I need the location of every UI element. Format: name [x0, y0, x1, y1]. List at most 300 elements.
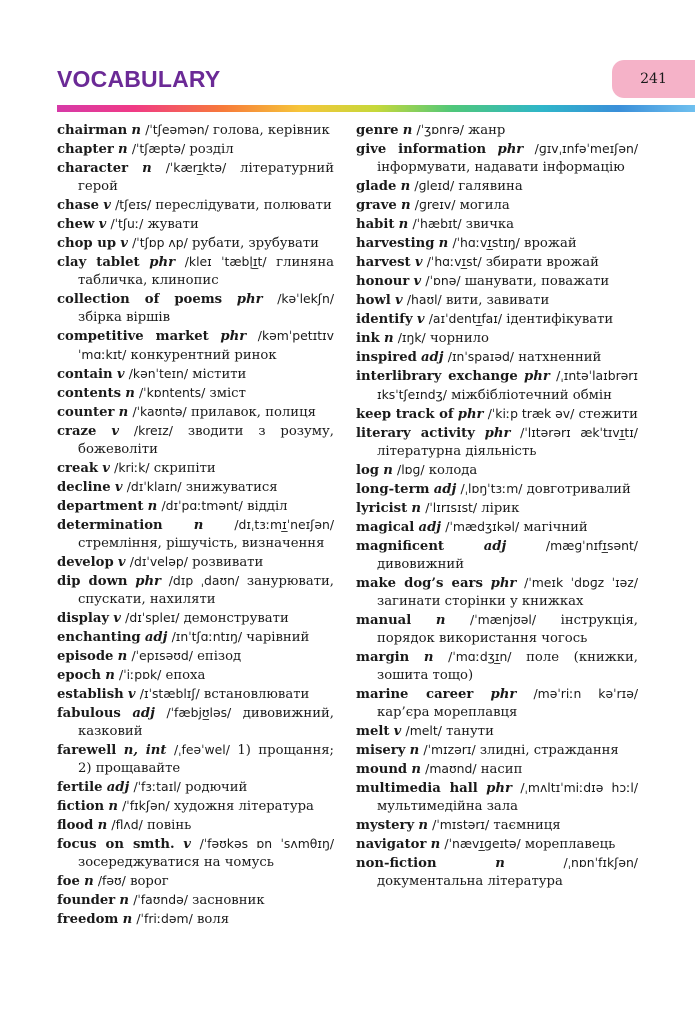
part-of-speech: n — [117, 649, 128, 664]
headword: collection of poems — [57, 292, 223, 307]
transcription: /aɪˈdentɪ̲faɪ/ — [428, 311, 503, 326]
translation: розділ — [189, 142, 234, 157]
vocab-entry — [57, 609, 334, 628]
headword: habit — [356, 217, 395, 232]
part-of-speech: phr — [486, 781, 512, 796]
headword: fertile — [57, 780, 103, 795]
part-of-speech: v — [120, 236, 128, 251]
headword: multimedia hall — [356, 781, 478, 796]
transcription: /ˈepɪsəʊd/ — [131, 648, 193, 663]
transcription: /dɪˈklaɪn/ — [126, 479, 182, 494]
translation: магічний — [523, 520, 588, 535]
page-title: VOCABULARY — [57, 66, 221, 92]
translation: занурювати, спускати, нахиляти — [78, 574, 334, 607]
vocab-entry — [57, 497, 334, 516]
vocab-entry — [356, 499, 638, 518]
vocab-entry — [57, 797, 334, 816]
headword: magical — [356, 520, 415, 535]
vocab-entry — [57, 290, 334, 327]
translation: рубати, зрубувати — [191, 236, 319, 251]
headword: misery — [356, 743, 406, 758]
part-of-speech: n — [193, 518, 204, 533]
headword: genre — [356, 123, 399, 138]
part-of-speech: n — [411, 501, 421, 516]
translation: збірка віршів — [78, 310, 171, 325]
part-of-speech: v — [117, 555, 126, 570]
transcription: /ˈtʃæptə/ — [131, 141, 186, 156]
headword: honour — [356, 274, 410, 289]
headword: chapter — [57, 142, 114, 157]
transcription: /ˈfaʊndə/ — [133, 892, 188, 907]
vocab-entry — [356, 348, 638, 367]
translation: збирати врожай — [485, 255, 599, 270]
headword: farewell — [57, 743, 117, 758]
transcription: /ˈmɪzərɪ/ — [423, 742, 476, 757]
headword: decline — [57, 480, 111, 495]
vocab-entry — [356, 140, 638, 177]
headword: chase — [57, 198, 99, 213]
part-of-speech: n — [495, 856, 505, 871]
part-of-speech: v — [127, 687, 136, 702]
translation: 1) прощання; 2) прощавайте — [78, 743, 334, 776]
transcription: /ˈfɜːtaɪl/ — [133, 779, 181, 794]
vocabulary-column-right — [356, 121, 638, 891]
translation: звичка — [465, 217, 515, 232]
translation: містити — [192, 367, 247, 382]
headword: episode — [57, 649, 114, 664]
vocab-entry — [356, 310, 638, 329]
vocab-entry — [356, 329, 638, 348]
headword: marine career — [356, 687, 474, 702]
transcription: /ˌmʌltɪˈmiːdɪə hɔːl/ — [520, 780, 638, 795]
translation: документальна література — [377, 874, 563, 889]
transcription: /ˈlɪrɪsɪst/ — [425, 500, 478, 515]
translation: колода — [428, 463, 478, 478]
vocab-entry — [57, 778, 334, 797]
headword: focus on smth. — [57, 837, 175, 852]
part-of-speech: v — [114, 480, 123, 495]
headword: howl — [356, 293, 391, 308]
vocab-entry — [57, 215, 334, 234]
translation: художня література — [173, 799, 314, 814]
page-number: 241 — [640, 71, 667, 87]
vocab-entry — [57, 685, 334, 704]
part-of-speech: n — [430, 837, 441, 852]
vocab-entry — [356, 779, 638, 816]
translation: таємниця — [493, 818, 561, 833]
transcription: /ˈɒnə/ — [425, 273, 461, 288]
transcription: /ˈfæbjʊ̲ləs/ — [166, 705, 232, 720]
translation: галявина — [458, 179, 523, 194]
vocab-entry — [57, 422, 334, 459]
headword: contain — [57, 367, 113, 382]
headword: grave — [356, 198, 397, 213]
translation: міжбібліотечний обмін — [451, 388, 612, 403]
vocab-entry — [57, 121, 334, 140]
headword: founder — [57, 893, 116, 908]
part-of-speech: n — [147, 499, 158, 514]
headword: chairman — [57, 123, 128, 138]
headword: harvest — [356, 255, 411, 270]
headword: lyricist — [356, 501, 408, 516]
translation: насип — [480, 762, 523, 777]
headword: interlibrary exchange — [356, 369, 518, 384]
translation: епоха — [165, 668, 206, 683]
headword: manual — [356, 613, 412, 628]
part-of-speech: n — [438, 236, 449, 251]
translation: стремління, рішучість, визначення — [78, 536, 325, 551]
translation: прилавок, полиця — [190, 405, 316, 420]
transcription: /maʊnd/ — [425, 761, 477, 776]
translation: інструкція, порядок використання чогось — [377, 613, 638, 646]
part-of-speech: adj — [106, 780, 130, 795]
headword: counter — [57, 405, 115, 420]
translation: зосереджуватися на чомусь — [78, 855, 274, 870]
transcription: /ˈnævɪ̲ɡeɪtə/ — [444, 836, 521, 851]
headword: fabulous — [57, 706, 121, 721]
headword: keep track of — [356, 407, 454, 422]
vocab-entry — [356, 537, 638, 574]
translation: літературний герой — [78, 161, 334, 194]
headword: competitive market — [57, 329, 209, 344]
part-of-speech: n — [105, 668, 115, 683]
vocab-entry — [57, 365, 334, 384]
translation: кар’єра мореплавця — [377, 705, 518, 720]
headword: creak — [57, 461, 99, 476]
translation: чорнило — [429, 331, 489, 346]
part-of-speech: n — [400, 179, 411, 194]
vocab-entry — [356, 760, 638, 779]
headword: contents — [57, 386, 121, 401]
transcription: /ˈiːpɒk/ — [119, 667, 162, 682]
translation: епізод — [197, 649, 242, 664]
vocab-entry — [57, 647, 334, 666]
part-of-speech: phr — [236, 292, 263, 307]
translation: довготривалий — [526, 482, 631, 497]
vocab-entry — [356, 121, 638, 140]
transcription: /ɪnˈspaɪəd/ — [447, 349, 514, 364]
translation: мультимедійна зала — [377, 799, 518, 814]
translation: врожай — [524, 236, 577, 251]
translation: жанр — [468, 123, 506, 138]
part-of-speech: v — [98, 217, 107, 232]
vocab-entry — [57, 572, 334, 609]
transcription: /ɪˈstæblɪʃ/ — [139, 686, 200, 701]
headword: character — [57, 161, 129, 176]
part-of-speech: n — [142, 161, 152, 176]
vocab-entry — [57, 910, 334, 929]
transcription: /kleɪ ˈtæbl̩ɪ̲t/ — [184, 254, 267, 269]
translation: жувати — [147, 217, 199, 232]
vocab-entry — [356, 253, 638, 272]
headword: mound — [356, 762, 408, 777]
part-of-speech: adj — [418, 520, 442, 535]
vocab-entry — [57, 704, 334, 741]
translation: засновник — [192, 893, 265, 908]
part-of-speech: n — [400, 198, 411, 213]
part-of-speech: n — [383, 463, 393, 478]
transcription: /mæɡˈnɪfɪ̲sənt/ — [545, 538, 638, 553]
vocab-entry — [57, 835, 334, 872]
part-of-speech: adj — [421, 350, 444, 365]
transcription: /ˈfriːdəm/ — [136, 911, 193, 926]
vocab-entry — [356, 367, 638, 405]
part-of-speech: v — [183, 837, 191, 852]
headword: determination — [57, 518, 163, 533]
translation: танути — [446, 724, 494, 739]
transcription: /ˈʒɒnrə/ — [416, 122, 464, 137]
part-of-speech: adj — [433, 482, 457, 497]
part-of-speech: phr — [220, 329, 247, 344]
headword: flood — [57, 818, 94, 833]
part-of-speech: phr — [484, 426, 511, 441]
part-of-speech: v — [103, 198, 111, 213]
vocab-entry — [356, 611, 638, 648]
translation: скрипіти — [153, 461, 216, 476]
headword: department — [57, 499, 144, 514]
part-of-speech: phr — [135, 574, 161, 589]
headword: chew — [57, 217, 95, 232]
translation: ворог — [130, 874, 169, 889]
translation: переслідувати, полювати — [155, 198, 332, 213]
part-of-speech: adj — [132, 706, 155, 721]
part-of-speech: v — [113, 611, 121, 626]
headword: melt — [356, 724, 390, 739]
part-of-speech: n, int — [123, 743, 167, 758]
headword: establish — [57, 687, 124, 702]
transcription: /ˈmɪstərɪ/ — [432, 817, 490, 832]
vocab-entry — [356, 854, 638, 891]
translation: вити, завивати — [445, 293, 550, 308]
part-of-speech: adj — [483, 539, 507, 554]
transcription: /dɪˈpɑːtmənt/ — [161, 498, 243, 513]
part-of-speech: n — [435, 613, 446, 628]
translation: чарівний — [246, 630, 310, 645]
transcription: /ˈmædʒɪkəl/ — [445, 519, 520, 534]
translation: демонструвати — [183, 611, 289, 626]
vocab-entry — [57, 816, 334, 835]
part-of-speech: phr — [149, 255, 176, 270]
headword: inspired — [356, 350, 417, 365]
translation: відділ — [247, 499, 288, 514]
vocab-entry — [356, 648, 638, 685]
translation: ідентифікувати — [506, 312, 614, 327]
headword: literary activity — [356, 426, 475, 441]
vocab-entry — [57, 234, 334, 253]
translation: розвивати — [192, 555, 264, 570]
transcription: /ɪnˈtʃɑːntɪŋ/ — [171, 629, 243, 644]
vocab-entry — [356, 480, 638, 499]
part-of-speech: n — [411, 762, 421, 777]
headword: ink — [356, 331, 380, 346]
headword: display — [57, 611, 110, 626]
page-number-tab — [612, 60, 695, 98]
vocab-entry — [57, 384, 334, 403]
headword: dip down — [57, 574, 128, 589]
headword: foe — [57, 874, 80, 889]
translation: злидні, страждання — [479, 743, 619, 758]
transcription: /ˈtʃeəmən/ — [145, 122, 209, 137]
part-of-speech: phr — [490, 687, 517, 702]
part-of-speech: n — [423, 650, 434, 665]
transcription: /dɪˈspleɪ/ — [125, 610, 180, 625]
part-of-speech: n — [398, 217, 409, 232]
translation: родючий — [185, 780, 248, 795]
headword: identify — [356, 312, 413, 327]
translation: літературна діяльність — [377, 444, 537, 459]
vocab-entry — [356, 177, 638, 196]
part-of-speech: n — [84, 874, 94, 889]
transcription: /ˈhɑːvɪ̲st/ — [426, 254, 482, 269]
transcription: /ˌɪntəˈlaɪbrərɪ ɪksˈtʃeɪndʒ/ — [377, 368, 638, 402]
transcription: /fəʊ/ — [97, 873, 126, 888]
headword: clay tablet — [57, 255, 140, 270]
headword: epoch — [57, 668, 102, 683]
part-of-speech: phr — [524, 369, 550, 384]
transcription: /ˈhæbɪt/ — [412, 216, 462, 231]
vocab-entry — [356, 272, 638, 291]
vocab-entry — [57, 516, 334, 553]
headword: harvesting — [356, 236, 435, 251]
transcription: /tʃeɪs/ — [115, 197, 152, 212]
transcription: /flʌd/ — [111, 817, 143, 832]
part-of-speech: v — [416, 312, 425, 327]
part-of-speech: phr — [490, 576, 517, 591]
transcription: /ˈmænjʊəl/ — [470, 612, 537, 627]
translation: дивовижний, казковий — [78, 706, 334, 739]
vocab-entry — [57, 327, 334, 365]
headword: freedom — [57, 912, 119, 927]
part-of-speech: n — [402, 123, 413, 138]
translation: воля — [196, 912, 230, 927]
transcription: /dɪp ˌdaʊn/ — [168, 573, 240, 588]
part-of-speech: v — [413, 274, 422, 289]
transcription: /dɪˌtɜːmɪ̲ˈneɪʃən/ — [234, 517, 334, 532]
transcription: /ɡreɪv/ — [414, 197, 456, 212]
vocab-entry — [356, 215, 638, 234]
transcription: /ˈkiːp træk əv/ — [487, 406, 575, 421]
part-of-speech: v — [414, 255, 423, 270]
part-of-speech: n — [119, 893, 130, 908]
translation: поле (книжки, зошита тощо) — [377, 650, 638, 683]
vocab-entry — [356, 741, 638, 760]
vocab-entry — [356, 424, 638, 461]
headword: develop — [57, 555, 114, 570]
vocab-entry — [57, 891, 334, 910]
part-of-speech: n — [409, 743, 420, 758]
transcription: /ˈtʃuː/ — [110, 216, 144, 231]
translation: могила — [459, 198, 510, 213]
translation: голова, керівник — [213, 123, 330, 138]
vocab-entry — [57, 253, 334, 290]
vocab-entry — [57, 196, 334, 215]
transcription: /kreɪz/ — [133, 423, 173, 438]
translation: зміст — [209, 386, 246, 401]
transcription: /ˌlɒŋˈtɜːm/ — [460, 481, 523, 496]
transcription: /melt/ — [405, 723, 442, 738]
part-of-speech: n — [418, 818, 428, 833]
rainbow-divider — [57, 105, 695, 112]
transcription: /ˌfeəˈwel/ — [173, 742, 230, 757]
translation: мореплавець — [524, 837, 616, 852]
part-of-speech: adj — [144, 630, 168, 645]
part-of-speech: phr — [457, 407, 484, 422]
headword: glade — [356, 179, 397, 194]
transcription: /məˈriːn kəˈrɪə/ — [533, 686, 638, 701]
vocab-entry — [57, 140, 334, 159]
part-of-speech: n — [383, 331, 394, 346]
translation: конкурентний ринок — [130, 348, 277, 363]
transcription: /ˈlɪtərərɪ ækˈtɪvɪ̲tɪ/ — [520, 425, 638, 440]
vocab-entry — [57, 741, 334, 778]
translation: глиняна табличка, клинопис — [78, 255, 335, 288]
vocab-entry — [57, 478, 334, 497]
translation: дивовижний — [377, 557, 464, 572]
part-of-speech: v — [111, 424, 119, 439]
vocab-entry — [356, 835, 638, 854]
vocab-entry — [57, 159, 334, 196]
headword: margin — [356, 650, 410, 665]
translation: шанувати, поважати — [464, 274, 610, 289]
transcription: /ˈkaʊntə/ — [132, 404, 187, 419]
part-of-speech: v — [102, 461, 110, 476]
vocab-entry — [356, 816, 638, 835]
translation: повінь — [146, 818, 192, 833]
part-of-speech: v — [116, 367, 125, 382]
translation: встановлювати — [203, 687, 310, 702]
vocab-entry — [356, 405, 638, 424]
translation: зводити з розуму, божеволіти — [78, 424, 334, 457]
part-of-speech: n — [118, 142, 128, 157]
vocab-entry — [356, 461, 638, 480]
transcription: /ɪŋk/ — [397, 330, 426, 345]
translation: загинати сторінки у книжках — [377, 594, 584, 609]
vocab-entry — [356, 234, 638, 253]
translation: стежити — [578, 407, 638, 422]
translation: натхненний — [518, 350, 602, 365]
translation: інформувати, надавати інформацію — [377, 160, 625, 175]
headword: mystery — [356, 818, 415, 833]
headword: fiction — [57, 799, 105, 814]
transcription: /kənˈteɪn/ — [128, 366, 189, 381]
part-of-speech: n — [122, 912, 133, 927]
translation: лірик — [481, 501, 520, 516]
vocab-entry — [57, 666, 334, 685]
vocab-entry — [356, 196, 638, 215]
headword: long-term — [356, 482, 430, 497]
transcription: /ˈmeɪk ˈdɒɡz ˈɪəz/ — [524, 575, 638, 590]
transcription: /kəmˈpetɪtɪv ˈmɑːkɪt/ — [78, 328, 334, 362]
vocab-entry — [356, 518, 638, 537]
part-of-speech: n — [125, 386, 135, 401]
vocab-entry — [57, 628, 334, 647]
transcription: /kəˈlekʃn/ — [277, 291, 334, 306]
vocab-entry — [57, 553, 334, 572]
part-of-speech: n — [118, 405, 129, 420]
headword: craze — [57, 424, 97, 439]
vocab-entry — [57, 872, 334, 891]
headword: give information — [356, 142, 487, 157]
transcription: /ɡleɪd/ — [414, 178, 455, 193]
vocab-entry — [57, 459, 334, 478]
vocab-entry — [356, 722, 638, 741]
headword: chop up — [57, 236, 117, 251]
transcription: /ˈfɪkʃən/ — [122, 798, 170, 813]
headword: non-fiction — [356, 856, 437, 871]
transcription: /ˈfəʊkəs ɒn ˈsʌmθɪŋ/ — [199, 836, 334, 851]
headword: enchanting — [57, 630, 141, 645]
vocab-entry — [356, 291, 638, 310]
